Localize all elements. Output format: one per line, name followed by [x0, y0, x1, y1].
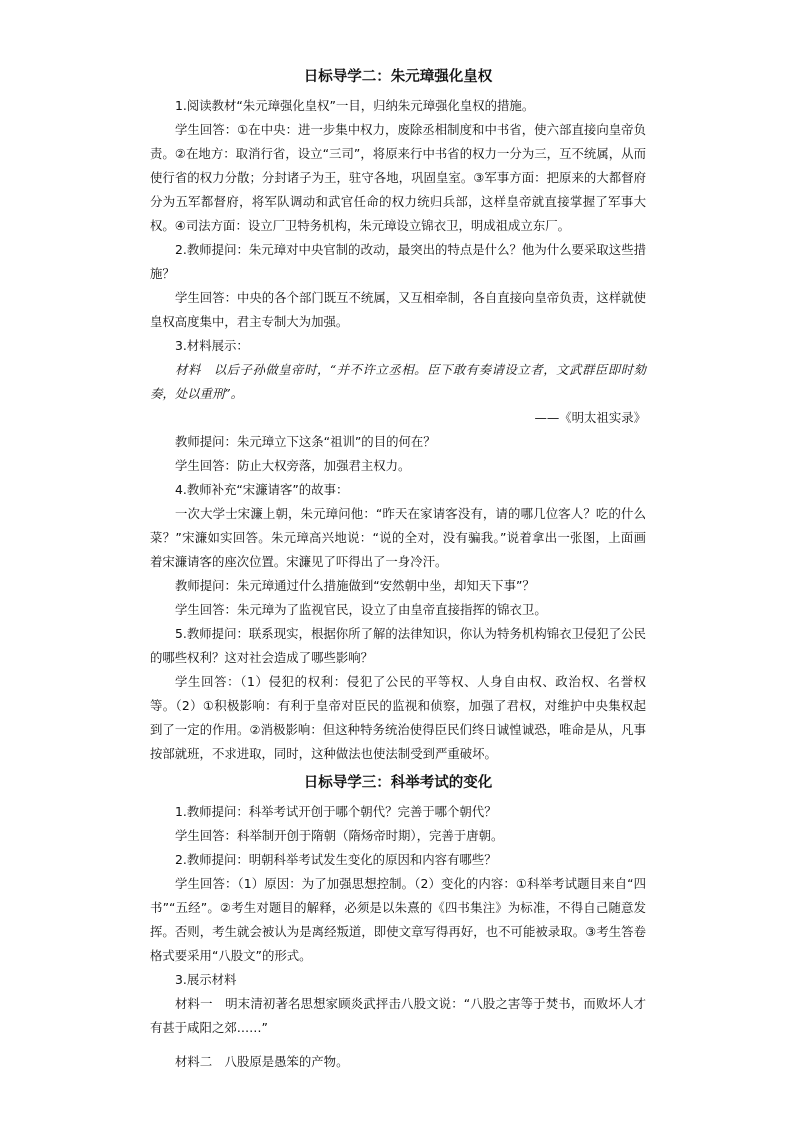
- paragraph: 材料一 明末清初著名思想家顾炎武抨击八股文说：“八股之害等于焚书，而败坏人才有甚于咸阳之郊……”: [150, 996, 646, 1035]
- paragraph: 1.阅读教材“朱元璋强化皇权”一目，归纳朱元璋强化皇权的措施。: [175, 98, 535, 113]
- paragraph: 学生回答：①在中央：进一步集中权力，废除丞相制度和中书省，使六部直接向皇帝负责。②在地方：取消行省，设立“三司”，将原来行中书省的权力一分为三，互不统属，从而使行省的权力分散；分封诸子为王，驻守各地，巩固皇室。③军事方面：把原来的大都督府分为五军都督府，将军队调动和武官任命的权力统归兵部，这样皇帝就直接掌握了军事大权。④司法方面：设立厂卫特务机构，朱元璋设立锦衣卫，明成祖成立东厂。: [150, 122, 646, 233]
- paragraph: 教师提问：朱元璋通过什么措施做到“安然朝中坐，却知天下事”？: [175, 578, 535, 593]
- paragraph: 教师提问：朱元璋立下这条“祖训”的目的何在？: [175, 434, 436, 449]
- document-page: [150, 66, 646, 1074]
- section-3-title: 日标导学三：科举考试的变化: [303, 775, 493, 791]
- paragraph: 学生回答：（1）侵犯的权利：侵犯了公民的平等权、人身自由权、政治权、名誉权等。（2）①积极影响：有利于皇帝对臣民的监视和侦察，加强了君权，对维护中央集权起到了一定的作用。②消极影响：但这种特务统治使得臣民们终日诚惶诚恐，唯命是从，凡事按部就班，不求进取，同时，这种做法也使法制受到严重破坏。: [150, 674, 646, 761]
- spacer: [150, 1040, 646, 1050]
- quote-source: ——《明太祖实录》: [534, 410, 646, 425]
- paragraph: 3.材料展示：: [175, 338, 249, 353]
- paragraph: 5.教师提问：联系现实，根据你所了解的法律知识，你认为特务机构锦衣卫侵犯了公民的哪些权利？这对社会造成了哪些影响？: [150, 626, 646, 665]
- paragraph: 2.教师提问：朱元璋对中央官制的改动，最突出的特点是什么？他为什么要采取这些措施？: [150, 242, 646, 281]
- paragraph: 学生回答：朱元璋为了监视官民，设立了由皇帝直接指挥的锦衣卫。: [175, 602, 547, 617]
- paragraph: 4.教师补充“宋濂请客”的故事：: [175, 482, 349, 497]
- paragraph: 学生回答：中央的各个部门既互不统属，又互相牵制，各自直接向皇帝负责，这样就使皇权高度集中，君主专制大为加强。: [150, 290, 646, 329]
- paragraph: 学生回答：科举制开创于隋朝（隋炀帝时期），完善于唐朝。: [175, 828, 504, 843]
- paragraph: 一次大学士宋濂上朝，朱元璋问他：“昨天在家请客没有，请的哪几位客人？吃的什么菜？”宋濂如实回答。朱元璋高兴地说：“说的全对，没有骗我。”说着拿出一张图，上面画着宋濂请客的座次位置。宋濂见了吓得出了一身冷汗。: [150, 506, 646, 569]
- paragraph: 材料二 八股原是愚笨的产物。: [175, 1054, 349, 1069]
- paragraph: 3.展示材料: [175, 972, 237, 987]
- paragraph: 学生回答：（1）原因：为了加强思想控制。（2）变化的内容：①科举考试题目来自“四书”“五经”。②考生对题目的解释，必须是以朱熹的《四书集注》为标准，不得自己随意发挥。否则，考生就会被认为是离经叛道，即使文章写得再好，也不可能被录取。③考生答卷格式要采用“八股文”的形式。: [150, 876, 646, 963]
- quoted-material: 材料 以后子孙做皇帝时，“并不许立丞相。臣下敢有奏请设立者，文武群臣即时劾奏，处以重刑”。: [150, 362, 646, 401]
- paragraph: 2.教师提问：明朝科举考试发生变化的原因和内容有哪些？: [175, 852, 497, 867]
- paragraph: 1.教师提问：科举考试开创于哪个朝代？完善于哪个朝代？: [175, 804, 497, 819]
- paragraph: 学生回答：防止大权旁落，加强君主权力。: [175, 458, 411, 473]
- section-2-title: 日标导学二：朱元璋强化皇权: [303, 69, 493, 85]
